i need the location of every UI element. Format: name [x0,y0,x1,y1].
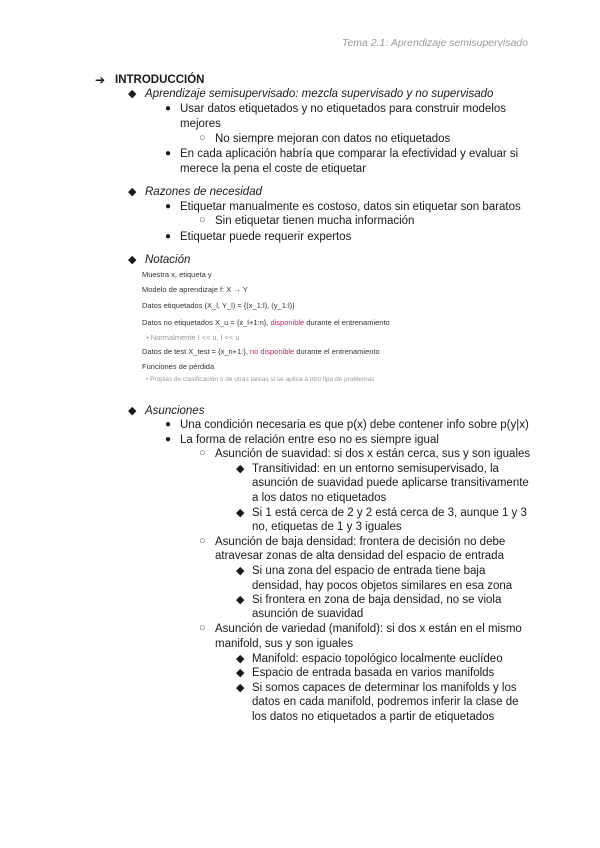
page-header: Tema 2.1: Aprendizaje semisupervisado [342,37,528,49]
dot-bullet-icon: ● [165,231,172,242]
list-item-text-cont: los datos no etiquetados a partir de etiquetados [252,711,495,723]
list-item-text: Manifold: espacio topológico localmente euclídeo [252,653,503,665]
diamond-bullet-icon: ◆ [236,507,245,519]
list-item-text: Asunción de suavidad: si dos x están cerca, sus y son iguales [215,448,531,460]
diamond-bullet-icon: ◆ [236,565,245,577]
list-item-text-cont: no, etiquetas de 1 y 3 iguales [252,521,402,533]
diamond-bullet-icon: ◆ [128,88,137,100]
list-item-text-cont: manifold, sus y son iguales [215,638,354,650]
list-item [199,213,415,229]
notation-line [142,318,390,327]
list-item-text: Sin etiquetar tienen mucha información [215,215,415,227]
list-item-text: Etiquetar puede requerir expertos [180,231,352,243]
notation-line: Funciones de pérdida [142,362,215,371]
intro-heading-item [128,86,494,102]
dot-bullet-icon: ● [165,419,172,430]
dot-bullet-icon: ● [165,148,172,159]
list-item-text: En cada aplicación habría que comparar la efectividad y evaluar si [180,148,519,160]
circle-bullet-icon: ○ [199,535,206,547]
list-item-text: Asunción de variedad (manifold): si dos x están en el mismo [215,623,522,635]
notation-image [140,270,440,388]
notation-line: Datos etiquetados (X_l, Y_l) = {(x_1:l), (y_1:l)} [142,301,295,310]
list-item [165,101,507,117]
list-item-text-cont: densidad, hay pocos objetos similares en esa zona [252,580,513,592]
notacion-heading-item [128,252,191,268]
list-item-text-cont: asunción de suavidad puede aplicarse transitivamente [252,477,529,489]
intro-heading: Aprendizaje semisupervisado: mezcla supervisado y no supervisado [145,88,494,100]
arrow-icon: ➔ [95,73,106,87]
list-item-text: Transitividad: en un entorno semisupervisado, la [252,463,499,475]
list-item-text: Si una zona del espacio de entrada tiene baja [252,565,486,577]
list-item [199,446,531,462]
list-item-text: Espacio de entrada basada en varios manifolds [252,667,495,679]
list-item-text: Si frontera en zona de baja densidad, no se viola [252,594,502,606]
diamond-bullet-icon: ◆ [128,186,137,198]
asunciones-heading: Asunciones [145,405,205,417]
diamond-bullet-icon: ◆ [236,682,245,694]
list-item-text-cont: a los datos no etiquetados [252,492,387,504]
notation-text: Datos no etiquetados X_u = {x_l+1:n}, [142,318,269,327]
diamond-bullet-icon: ◆ [128,405,137,417]
notation-text: durante el entrenamiento [296,347,380,356]
section-title: INTRODUCCIÓN [115,74,205,86]
list-item-text: Si 1 está cerca de 2 y 2 está cerca de 3, aunque 1 y 3 [252,507,527,519]
list-item-text-cont: datos en cada manifold, podremos inferir la clase de [252,696,519,708]
list-item [165,417,529,433]
notation-highlight: disponible [270,318,305,327]
list-item-text: Una condición necesaria es que p(x) debe contener info sobre p(y|x) [180,419,529,431]
list-item [165,229,352,245]
list-item [199,131,451,147]
notation-text: Datos de test X_test = {x_n+1:}, [142,347,248,356]
diamond-bullet-icon: ◆ [236,463,245,475]
list-item-text-cont: atravesar zonas de alta densidad del espacio de entrada [215,550,504,562]
notacion-heading: Notación [145,254,191,266]
list-item-text: Si somos capaces de determinar los manifolds y los [252,682,517,694]
diamond-bullet-icon: ◆ [236,594,245,606]
list-item [236,563,486,579]
circle-bullet-icon: ○ [199,622,206,634]
dot-bullet-icon: ● [165,434,172,445]
circle-bullet-icon: ○ [199,214,206,226]
razones-heading-item [128,184,262,200]
notation-text: durante el entrenamiento [306,318,390,327]
diamond-bullet-icon: ◆ [236,667,245,679]
list-item [199,621,522,637]
razones-heading: Razones de necesidad [145,186,262,198]
list-item-text: Usar datos etiquetados y no etiquetados para construir modelos [180,103,507,115]
list-item [165,146,519,162]
list-item-text-cont: merece la pena el coste de etiquetar [180,163,367,175]
list-item-text: No siempre mejoran con datos no etiquetados [215,133,451,145]
circle-bullet-icon: ○ [199,132,206,144]
notation-highlight: no disponible [250,347,295,356]
circle-bullet-icon: ○ [199,447,206,459]
list-item-text-cont: mejores [180,118,221,130]
list-item-text-cont: asunción de suavidad [252,608,364,620]
diamond-bullet-icon: ◆ [236,653,245,665]
list-item-text: La forma de relación entre eso no es siempre igual [180,434,439,446]
dot-bullet-icon: ● [165,103,172,114]
notation-line: • Propias de clasificación o de otras tareas si se aplica a otro tipo de problemas [146,376,375,383]
list-item-text: Etiquetar manualmente es costoso, datos sin etiquetar son baratos [180,201,521,213]
notation-line: Muestra x, etiqueta y [142,270,212,279]
notation-line: Modelo de aprendizaje f: X → Y [142,285,248,294]
dot-bullet-icon: ● [165,201,172,212]
list-item [236,665,495,681]
diamond-bullet-icon: ◆ [128,254,137,266]
notation-line [142,347,380,356]
notation-line: • Normalmente l << u, l << u [146,333,240,342]
list-item-text: Asunción de baja densidad: frontera de decisión no debe [215,536,506,548]
